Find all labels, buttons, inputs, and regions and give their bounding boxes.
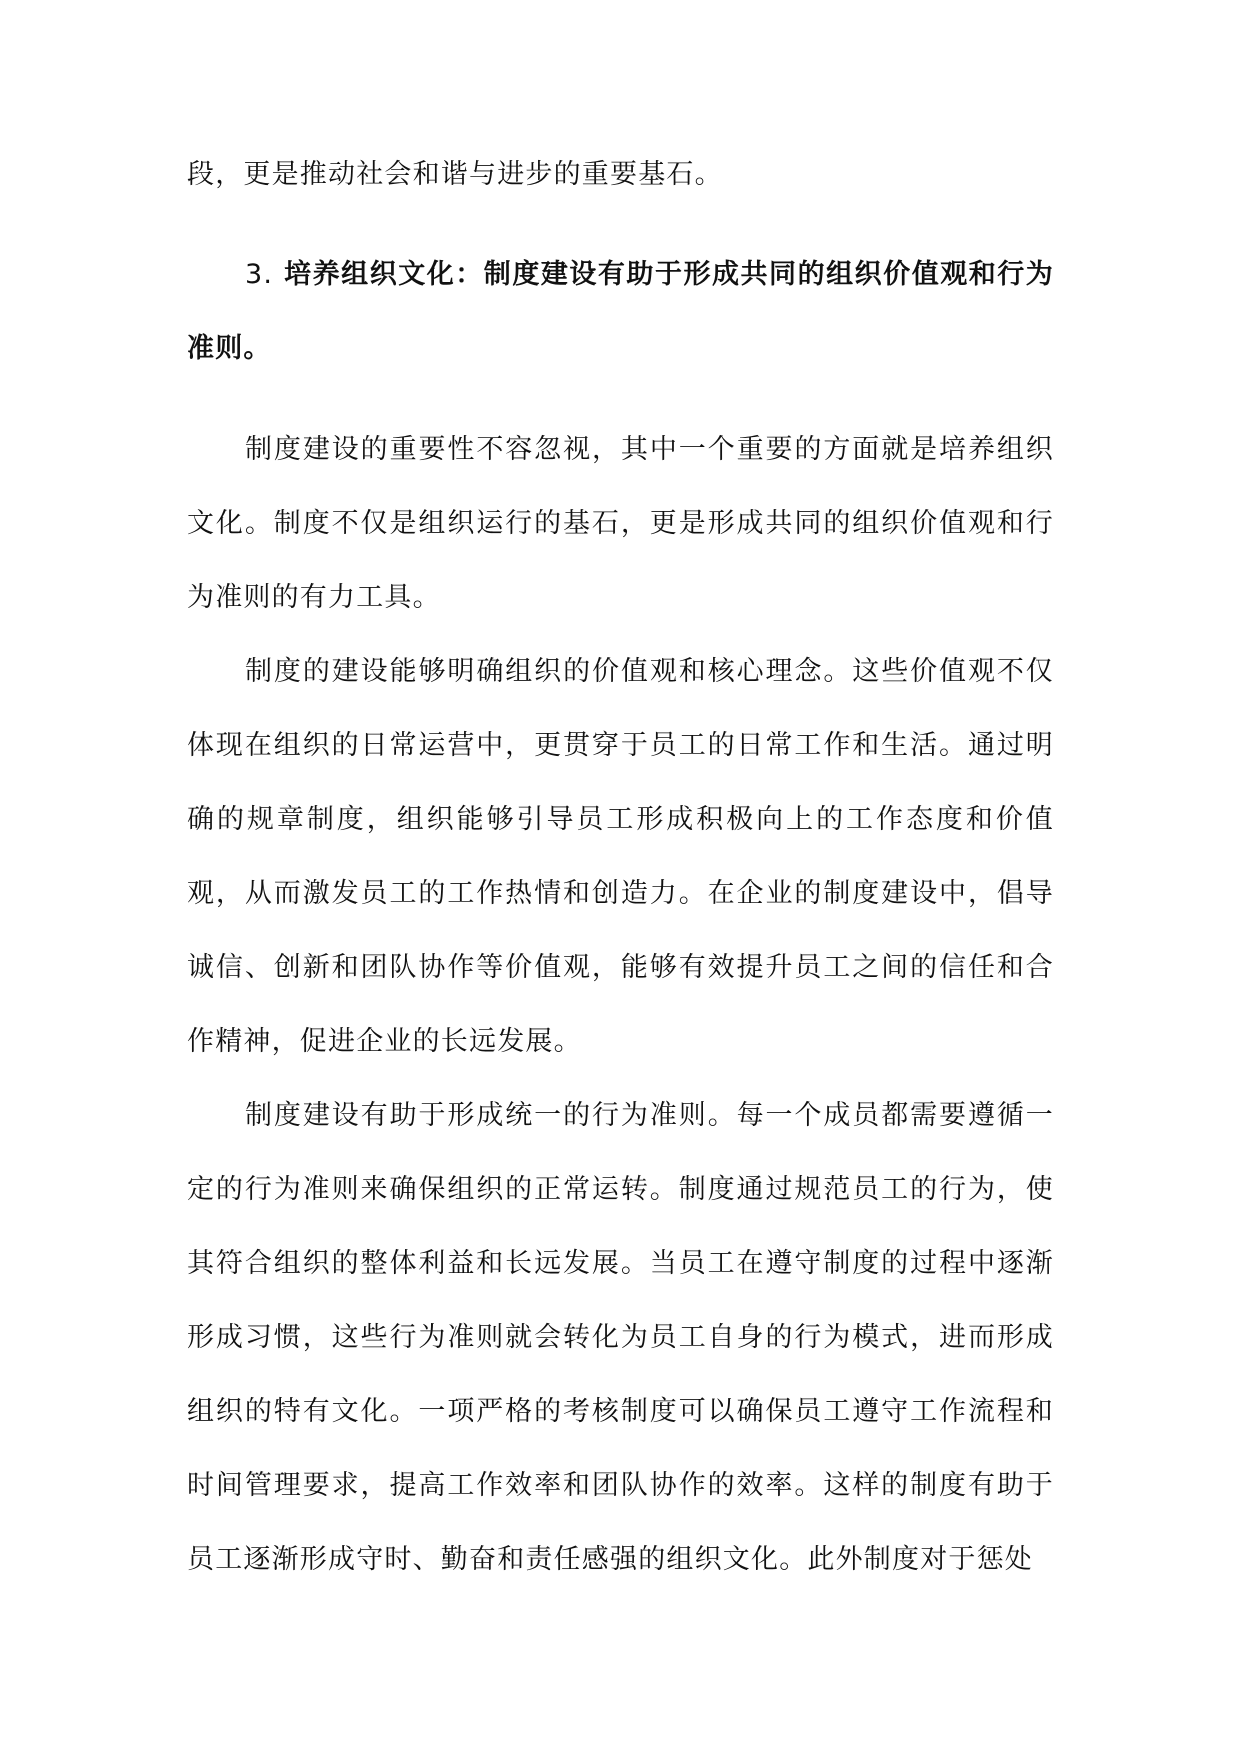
document-body (187, 138, 1054, 1597)
section-heading-text: 培养组织文化：制度建设有助于形成共同的组织价值观和行为准则。 (187, 259, 1054, 364)
section-number: 3. (245, 259, 274, 290)
section-heading (187, 238, 1054, 386)
paragraph: 制度建设有助于形成统一的行为准则。每一个成员都需要遵循一定的行为准则来确保组织的正常运转。制度通过规范员工的行为，使其符合组织的整体利益和长远发展。当员工在遵守制度的过程中逐渐形成习惯，这些行为准则就会转化为员工自身的行为模式，进而形成组织的特有文化。一项严格的考核制度可以确保员工遵守工作流程和时间管理要求，提高工作效率和团队协作的效率。这样的制度有助于员工逐渐形成守时、勤奋和责任感强的组织文化。此外制度对于惩处 (187, 1100, 1054, 1575)
paragraph-continuation: 段，更是推动社会和谐与进步的重要基石。 (187, 159, 723, 190)
paragraph: 制度的建设能够明确组织的价值观和核心理念。这些价值观不仅体现在组织的日常运营中，更贯穿于员工的日常工作和生活。通过明确的规章制度，组织能够引导员工形成积极向上的工作态度和价值观，从而激发员工的工作热情和创造力。在企业的制度建设中，倡导诚信、创新和团队协作等价值观，能够有效提升员工之间的信任和合作精神，促进企业的长远发展。 (187, 656, 1054, 1057)
paragraph: 制度建设的重要性不容忽视，其中一个重要的方面就是培养组织文化。制度不仅是组织运行的基石，更是形成共同的组织价值观和行为准则的有力工具。 (187, 434, 1054, 613)
